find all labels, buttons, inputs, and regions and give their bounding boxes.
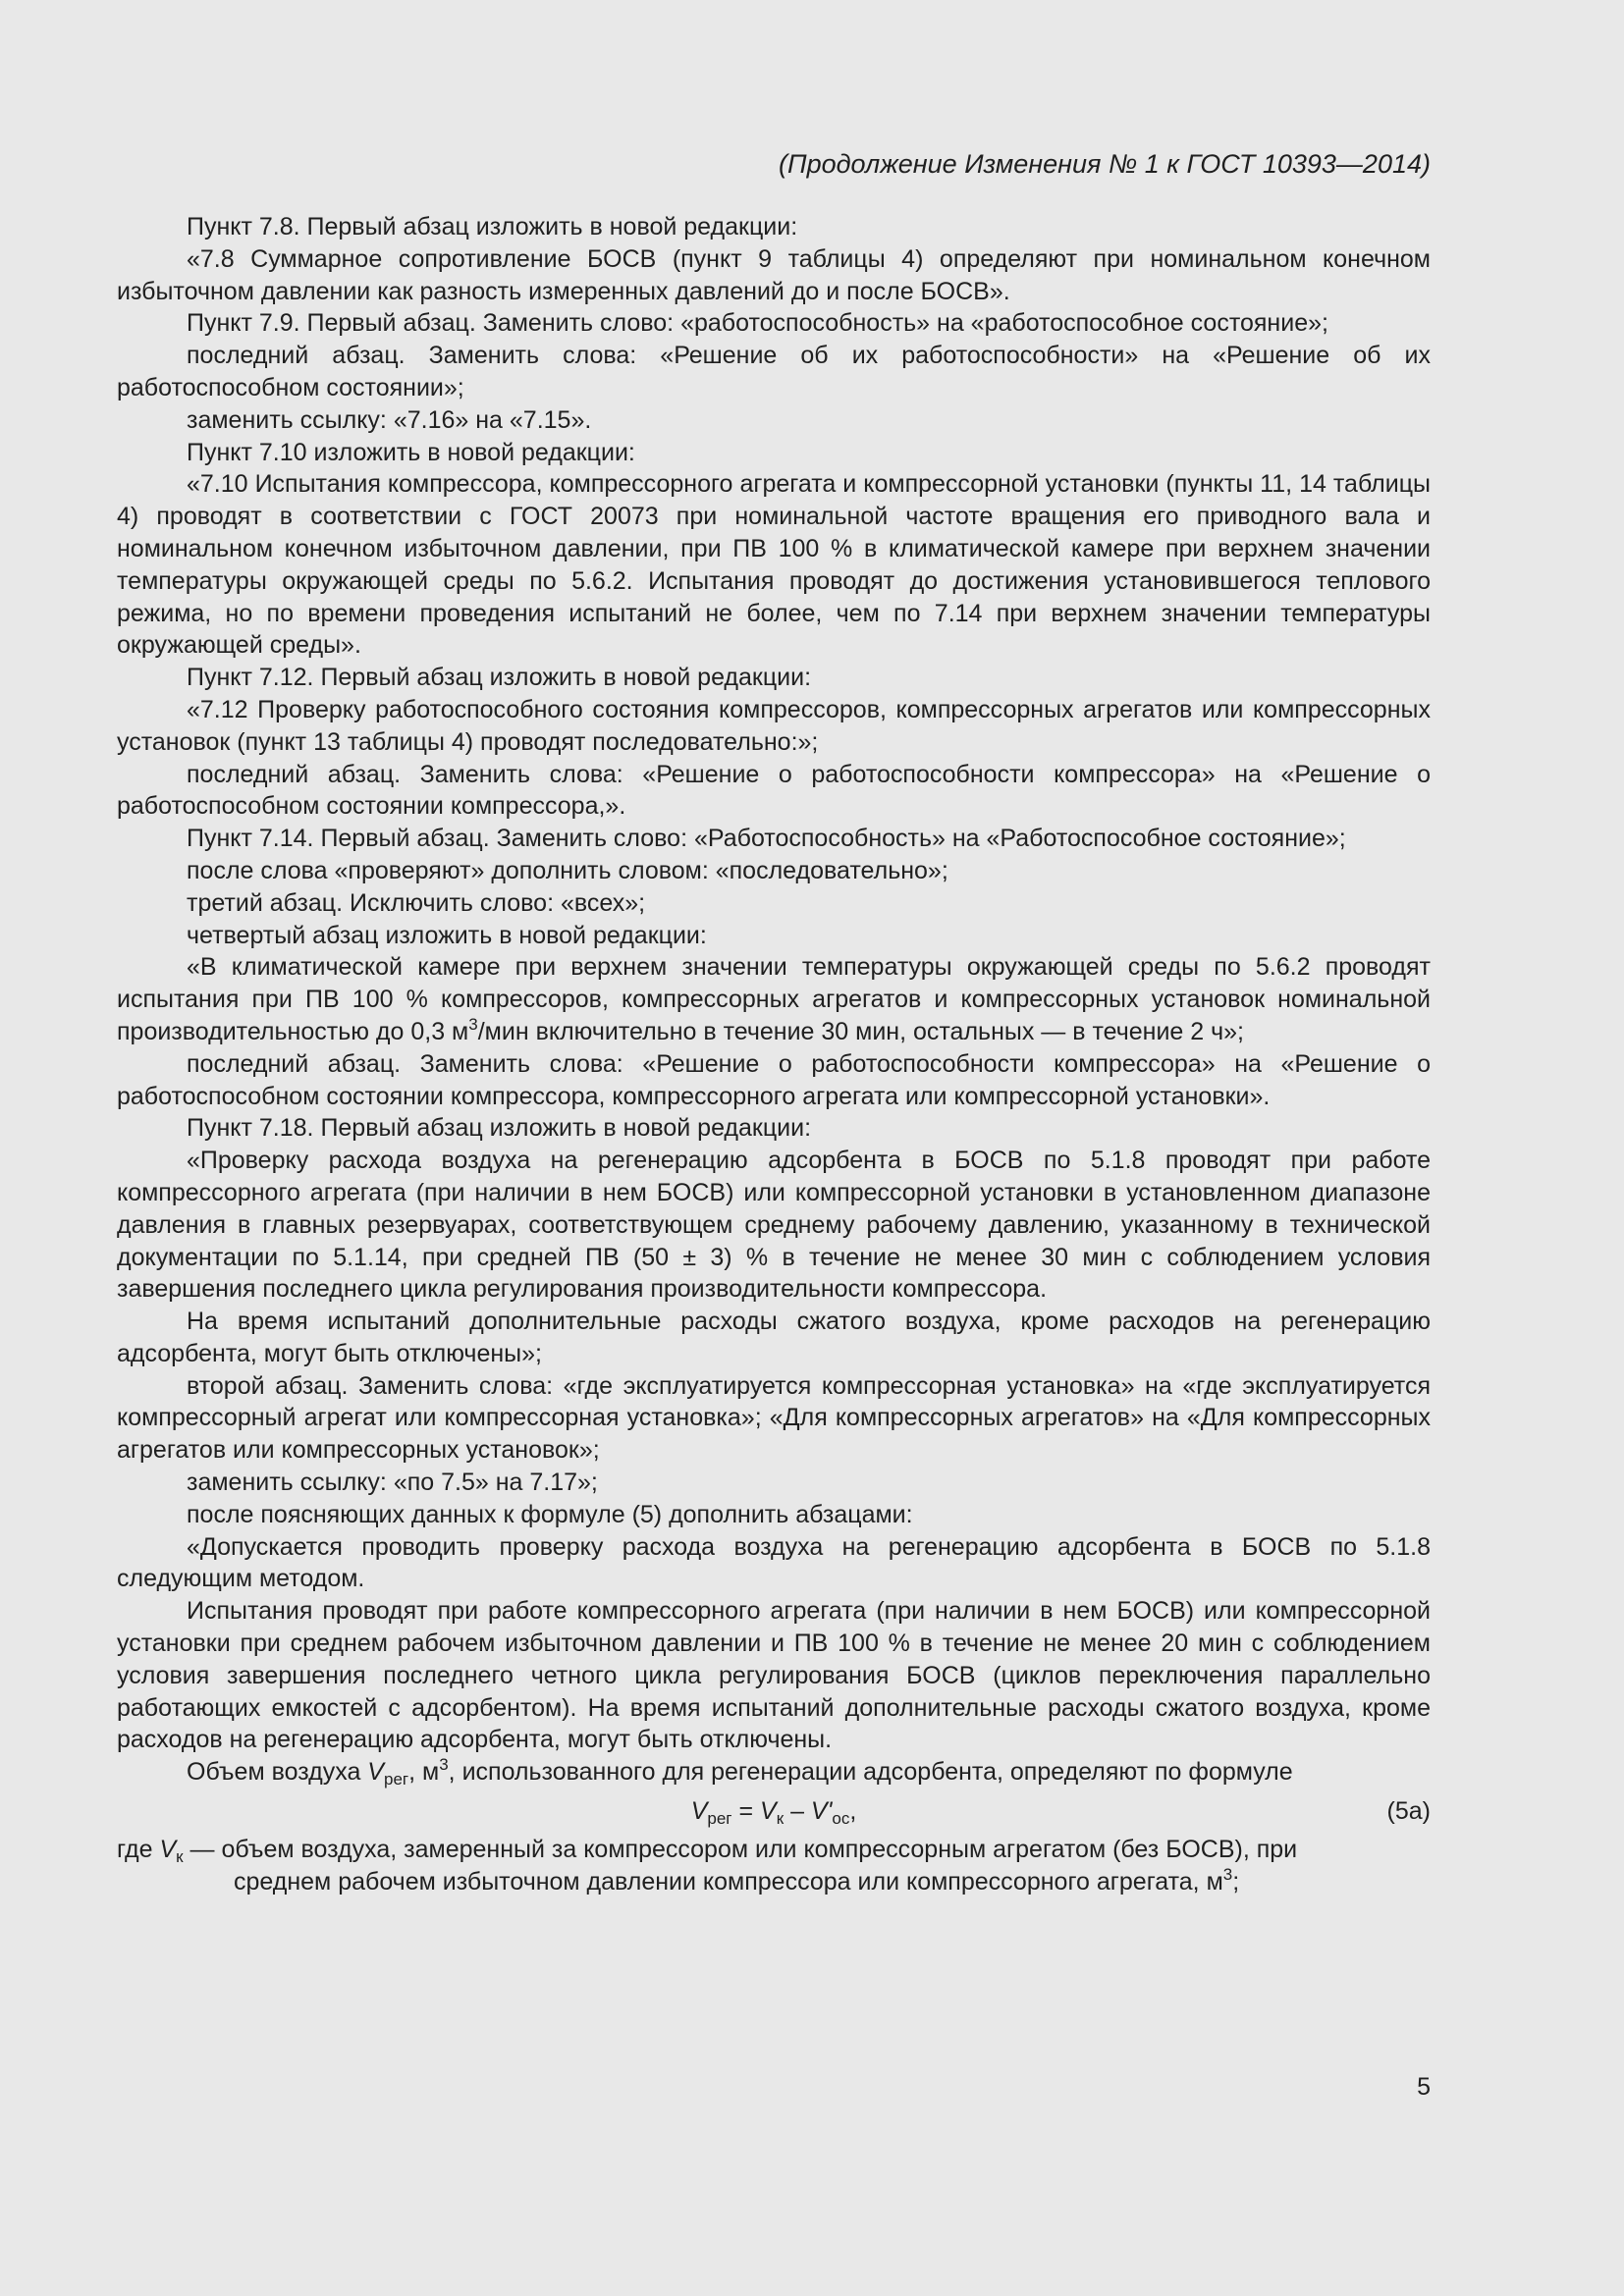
formula-expression [117,1792,1431,1830]
text-run: , использованного для регенерации адсорбента, определяют по формуле [448,1758,1293,1787]
equals-sign: = [731,1797,760,1826]
paragraph: «Проверку расхода воздуха на регенерацию адсорбента в БОСВ по 5.1.8 проводят при работе компрессорного агрегата (при наличии в нем БОСВ) или компрессорной установки в установленном диапазоне давления в главных резервуарах, соответствующем среднему рабочему давлению, указанному в технической документации по 5.1.14, при средней ПВ (50 ± 3) % в течение не менее 30 мин с соблюдением условия завершения последнего цикла регулирования производительности компрессора. [117,1147,1431,1304]
subscript: ос [832,1809,850,1829]
variable: V [367,1758,384,1787]
text-run: /мин включительно в течение 30 мин, остальных — в течение 2 ч»; [477,1017,1244,1045]
text-run: — объем воздуха, замеренный за компрессором или компрессорным агрегатом (без БОСВ), при [183,1836,1298,1864]
paragraph: последний абзац. Заменить слова: «Решение о работоспособности компрессора» на «Решение о работоспособном состоянии компрессора, компрессорного агрегата или компрессорной установки». [117,1049,1431,1110]
minus-sign: – [784,1797,811,1826]
subscript: рег [383,1770,409,1789]
explanation-line [117,1834,1431,1866]
explanation-continuation [117,1866,1431,1898]
paragraph: Пункт 7.9. Первый абзац. Заменить слово: «работоспособность» на «работоспособное состояние»; [187,309,1328,338]
variable: V' [810,1797,833,1826]
subscript: к [776,1809,785,1829]
paragraph: после поясняющих данных к формуле (5) дополнить абзацами: [187,1500,913,1528]
paragraph: Пункт 7.14. Первый абзац. Заменить слово: «Работоспособность» на «Работоспособное состояние»; [187,825,1346,853]
text-run: среднем рабочем избыточном давлении компрессора или компрессорного агрегата, м [234,1867,1223,1896]
variable: V [159,1836,177,1864]
paragraph-climate-chamber [117,951,1431,1047]
paragraph: последний абзац. Заменить слова: «Решение о работоспособности компрессора» на «Решение о работоспособном состоянии компрессора,». [117,760,1431,821]
paragraph: Испытания проводят при работе компрессорного агрегата (при наличии в нем БОСВ) или компрессорной установки при среднем рабочем избыточном давлении и ПВ 100 % в течение не менее 20 мин с соблюдением условия завершения последнего четного цикла регулирования БОСВ (циклов переключения параллельно работающих емкостей с адсорбентом). На время испытаний дополнительные расходы сжатого воздуха, кроме расходов на регенерацию адсорбента, могут быть отключены. [117,1597,1431,1754]
paragraph: четвертый абзац изложить в новой редакции: [187,921,707,949]
paragraph: Пункт 7.8. Первый абзац изложить в новой редакции: [187,213,798,240]
variable: V [690,1797,708,1826]
paragraph: третий абзац. Исключить слово: «всех»; [187,888,646,917]
paragraph: после слова «проверяют» дополнить словом: «последовательно»; [187,856,948,884]
paragraph: «7.12 Проверку работоспособного состояния компрессоров, компрессорных агрегатов или компрессорных установок (пункт 13 таблицы 4) проводят последовательно:»; [117,695,1431,756]
formula-5a [117,1792,1431,1830]
paragraph: Пункт 7.12. Первый абзац изложить в новой редакции: [187,664,812,692]
paragraph: последний абзац. Заменить слова: «Решение об их работоспособности» на «Решение об их работоспособном состоянии»; [117,342,1431,401]
document-body [117,211,1431,1898]
paragraph: Пункт 7.18. Первый абзац изложить в новой редакции: [187,1114,812,1143]
paragraph: «7.8 Суммарное сопротивление БОСВ (пункт 9 таблицы 4) определяют при номинальном конечном избыточном давлении как разность измеренных давлений до и после БОСВ». [117,244,1431,305]
text-run: ; [1232,1867,1240,1896]
superscript: 3 [439,1755,449,1775]
superscript: 3 [468,1014,478,1034]
paragraph: заменить ссылку: «по 7.5» на 7.17»; [187,1468,598,1497]
subscript: к [176,1847,184,1867]
text-run: где [117,1836,160,1864]
formula-tail: , [849,1797,857,1826]
paragraph: заменить ссылку: «7.16» на «7.15». [187,405,592,434]
formula-explanation [117,1834,1431,1898]
paragraph: второй абзац. Заменить слова: «где эксплуатируется компрессорная установка» на «где эксплуатируется компрессорный агрегат или компрессорная установка»; «Для компрессорных агрегатов» на «Для компрессорных агрегатов или компрессорных установок»; [117,1371,1431,1465]
paragraph: Пункт 7.10 изложить в новой редакции: [187,438,635,466]
page-number: 5 [1417,2073,1431,2101]
superscript: 3 [1222,1864,1233,1884]
text-run: Объем воздуха [187,1758,368,1787]
text-run: «В климатической камере при верхнем значении температуры окружающей среды по 5.6.2 проводят испытания при ПВ 100 % компрессоров, компрессорных агрегатов и компрессорных установок номинальной производительностью до 0,3 м [117,953,1431,1045]
paragraph: На время испытаний дополнительные расходы сжатого воздуха, кроме расходов на регенерацию адсорбента, могут быть отключены»; [117,1308,1431,1367]
formula-number: (5а) [1386,1797,1431,1826]
subscript: рег [707,1809,732,1829]
paragraph: «7.10 Испытания компрессора, компрессорного агрегата и компрессорной установки (пункты 11, 14 таблицы 4) проводят в соответствии с ГОСТ 20073 при номинальной частоте вращения его приводного вала и номинальном конечном избыточном давлении, при ПВ 100 % в климатической камере при верхнем значении температуры окружающей среды по 5.6.2. Испытания проводят до достижения установившегося теплового режима, но по времени проведения испытаний не более, чем по 7.14 при верхнем значении температуры окружающей среды». [117,470,1431,660]
paragraph: «Допускается проводить проверку расхода воздуха на регенерацию адсорбента в БОСВ по 5.1.8 следующим методом. [117,1532,1431,1593]
variable: V [760,1797,777,1826]
page-header: (Продолжение Изменения № 1 к ГОСТ 10393—2014) [779,149,1431,179]
text-run: , м [408,1758,440,1787]
paragraph-volume [117,1756,1431,1789]
